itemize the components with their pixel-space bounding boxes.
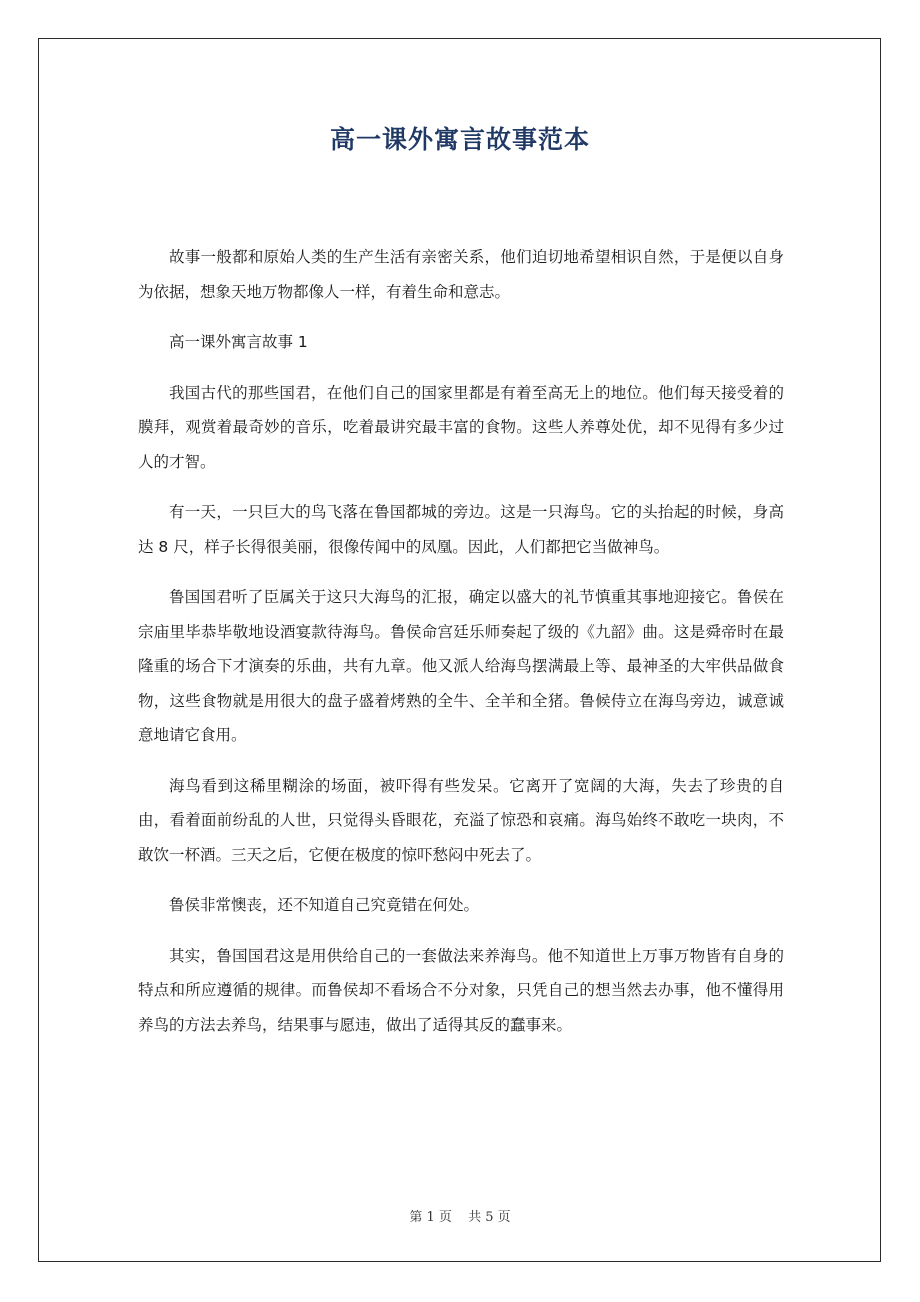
paragraph: 其实，鲁国国君这是用供给自己的一套做法来养海鸟。他不知道世上万事万物皆有自身的特点和所应遵循的规律。而鲁侯却不看场合不分对象，只凭自己的想当然去办事，他不懂得用养鸟的方法去养鸟，结果事与愿违，做出了适得其反的蠢事来。 — [138, 946, 784, 1034]
page-footer — [0, 1206, 920, 1225]
paragraph: 鲁侯非常懊丧，还不知道自己究竟错在何处。 — [169, 896, 480, 914]
page-number: 第 1 页 — [409, 1210, 452, 1225]
document-body — [138, 240, 784, 1058]
page-total: 共 5 页 — [468, 1210, 511, 1225]
document-title: 高一课外寓言故事范本 — [329, 125, 590, 154]
section-heading: 高一课外寓言故事 1 — [169, 333, 308, 351]
paragraph-intro: 故事一般都和原始人类的生产生活有亲密关系，他们迫切地希望相识自然，于是便以自身为依据，想象天地万物都像人一样，有着生命和意志。 — [138, 248, 784, 301]
paragraph: 有一天，一只巨大的鸟飞落在鲁国都城的旁边。这是一只海鸟。它的头抬起的时候，身高达 8 尺，样子长得很美丽，很像传闻中的凤凰。因此，人们都把它当做神鸟。 — [138, 503, 784, 556]
paragraph: 我国古代的那些国君，在他们自己的国家里都是有着至高无上的地位。他们每天接受着的膜拜，观赏着最奇妙的音乐，吃着最讲究最丰富的食物。这些人养尊处优，却不见得有多少过人的才智。 — [138, 383, 784, 471]
paragraph: 海鸟看到这稀里糊涂的场面，被吓得有些发呆。它离开了宽阔的大海，失去了珍贵的自由，看着面前纷乱的人世，只觉得头昏眼花，充溢了惊恐和哀痛。海鸟始终不敢吃一块肉，不敢饮一杯酒。三天之后，它便在极度的惊吓愁闷中死去了。 — [138, 776, 784, 864]
paragraph: 鲁国国君听了臣属关于这只大海鸟的汇报，确定以盛大的礼节慎重其事地迎接它。鲁侯在宗庙里毕恭毕敬地设酒宴款待海鸟。鲁侯命宫廷乐师奏起了级的《九韶》曲。这是舜帝时在最隆重的场合下才演奏的乐曲，共有九章。他又派人给海鸟摆满最上等、最神圣的大牢供品做食物，这些食物就是用很大的盘子盛着烤熟的全牛、全羊和全猪。鲁候侍立在海鸟旁边，诚意诚意地请它食用。 — [138, 588, 784, 744]
